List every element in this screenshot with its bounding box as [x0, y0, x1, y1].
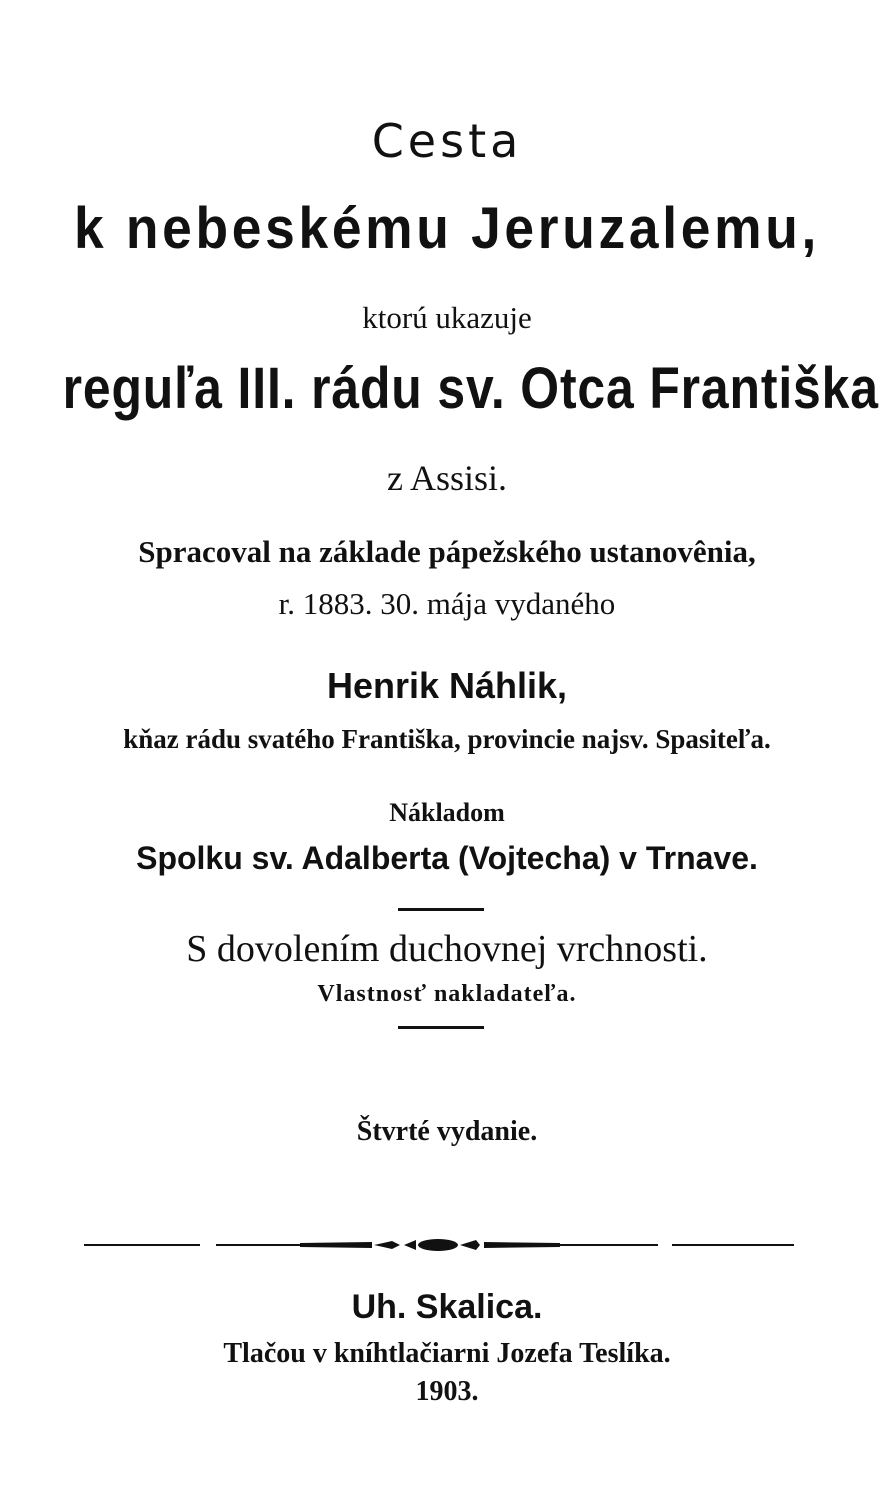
- main-title: k nebeskému Jeruzalemu,: [73, 196, 821, 261]
- divider-rule-lower: [398, 1026, 484, 1029]
- author-date: r. 1883. 30. mája vydaného: [278, 586, 616, 621]
- ornamental-rule: [0, 1230, 894, 1260]
- edition-statement: Štvrté vydanie.: [356, 1116, 538, 1147]
- subtitle-place: z Assisi.: [386, 458, 508, 498]
- imprint-place: Uh. Skalica.: [351, 1288, 543, 1326]
- author-note: Spracoval na základe pápežského ustanovênia,: [138, 534, 756, 569]
- divider-rule-upper: [398, 908, 484, 911]
- author-role: kňaz rádu svatého Františka, provincie najsv. Spasiteľa.: [123, 724, 771, 754]
- imprint-year: 1903.: [415, 1376, 479, 1407]
- publisher-label: Nákladom: [389, 798, 505, 827]
- subtitle-rule: reguľa III. rádu sv. Otca Františka: [62, 356, 879, 421]
- ownership-note: Vlastnosť nakladateľa.: [317, 981, 577, 1007]
- publisher-name: Spolku sv. Adalberta (Vojtecha) v Trnave.: [136, 840, 758, 876]
- author-name: Henrik Náhlik,: [326, 665, 568, 706]
- subtitle-connector: ktorú ukazuje: [362, 300, 532, 335]
- title-word: Cesta: [371, 114, 523, 168]
- imprimatur: S dovolením duchovnej vrchnosti.: [186, 928, 708, 970]
- imprint-printer: Tlačou v kníhtlačiarni Jozefa Teslíka.: [223, 1338, 671, 1369]
